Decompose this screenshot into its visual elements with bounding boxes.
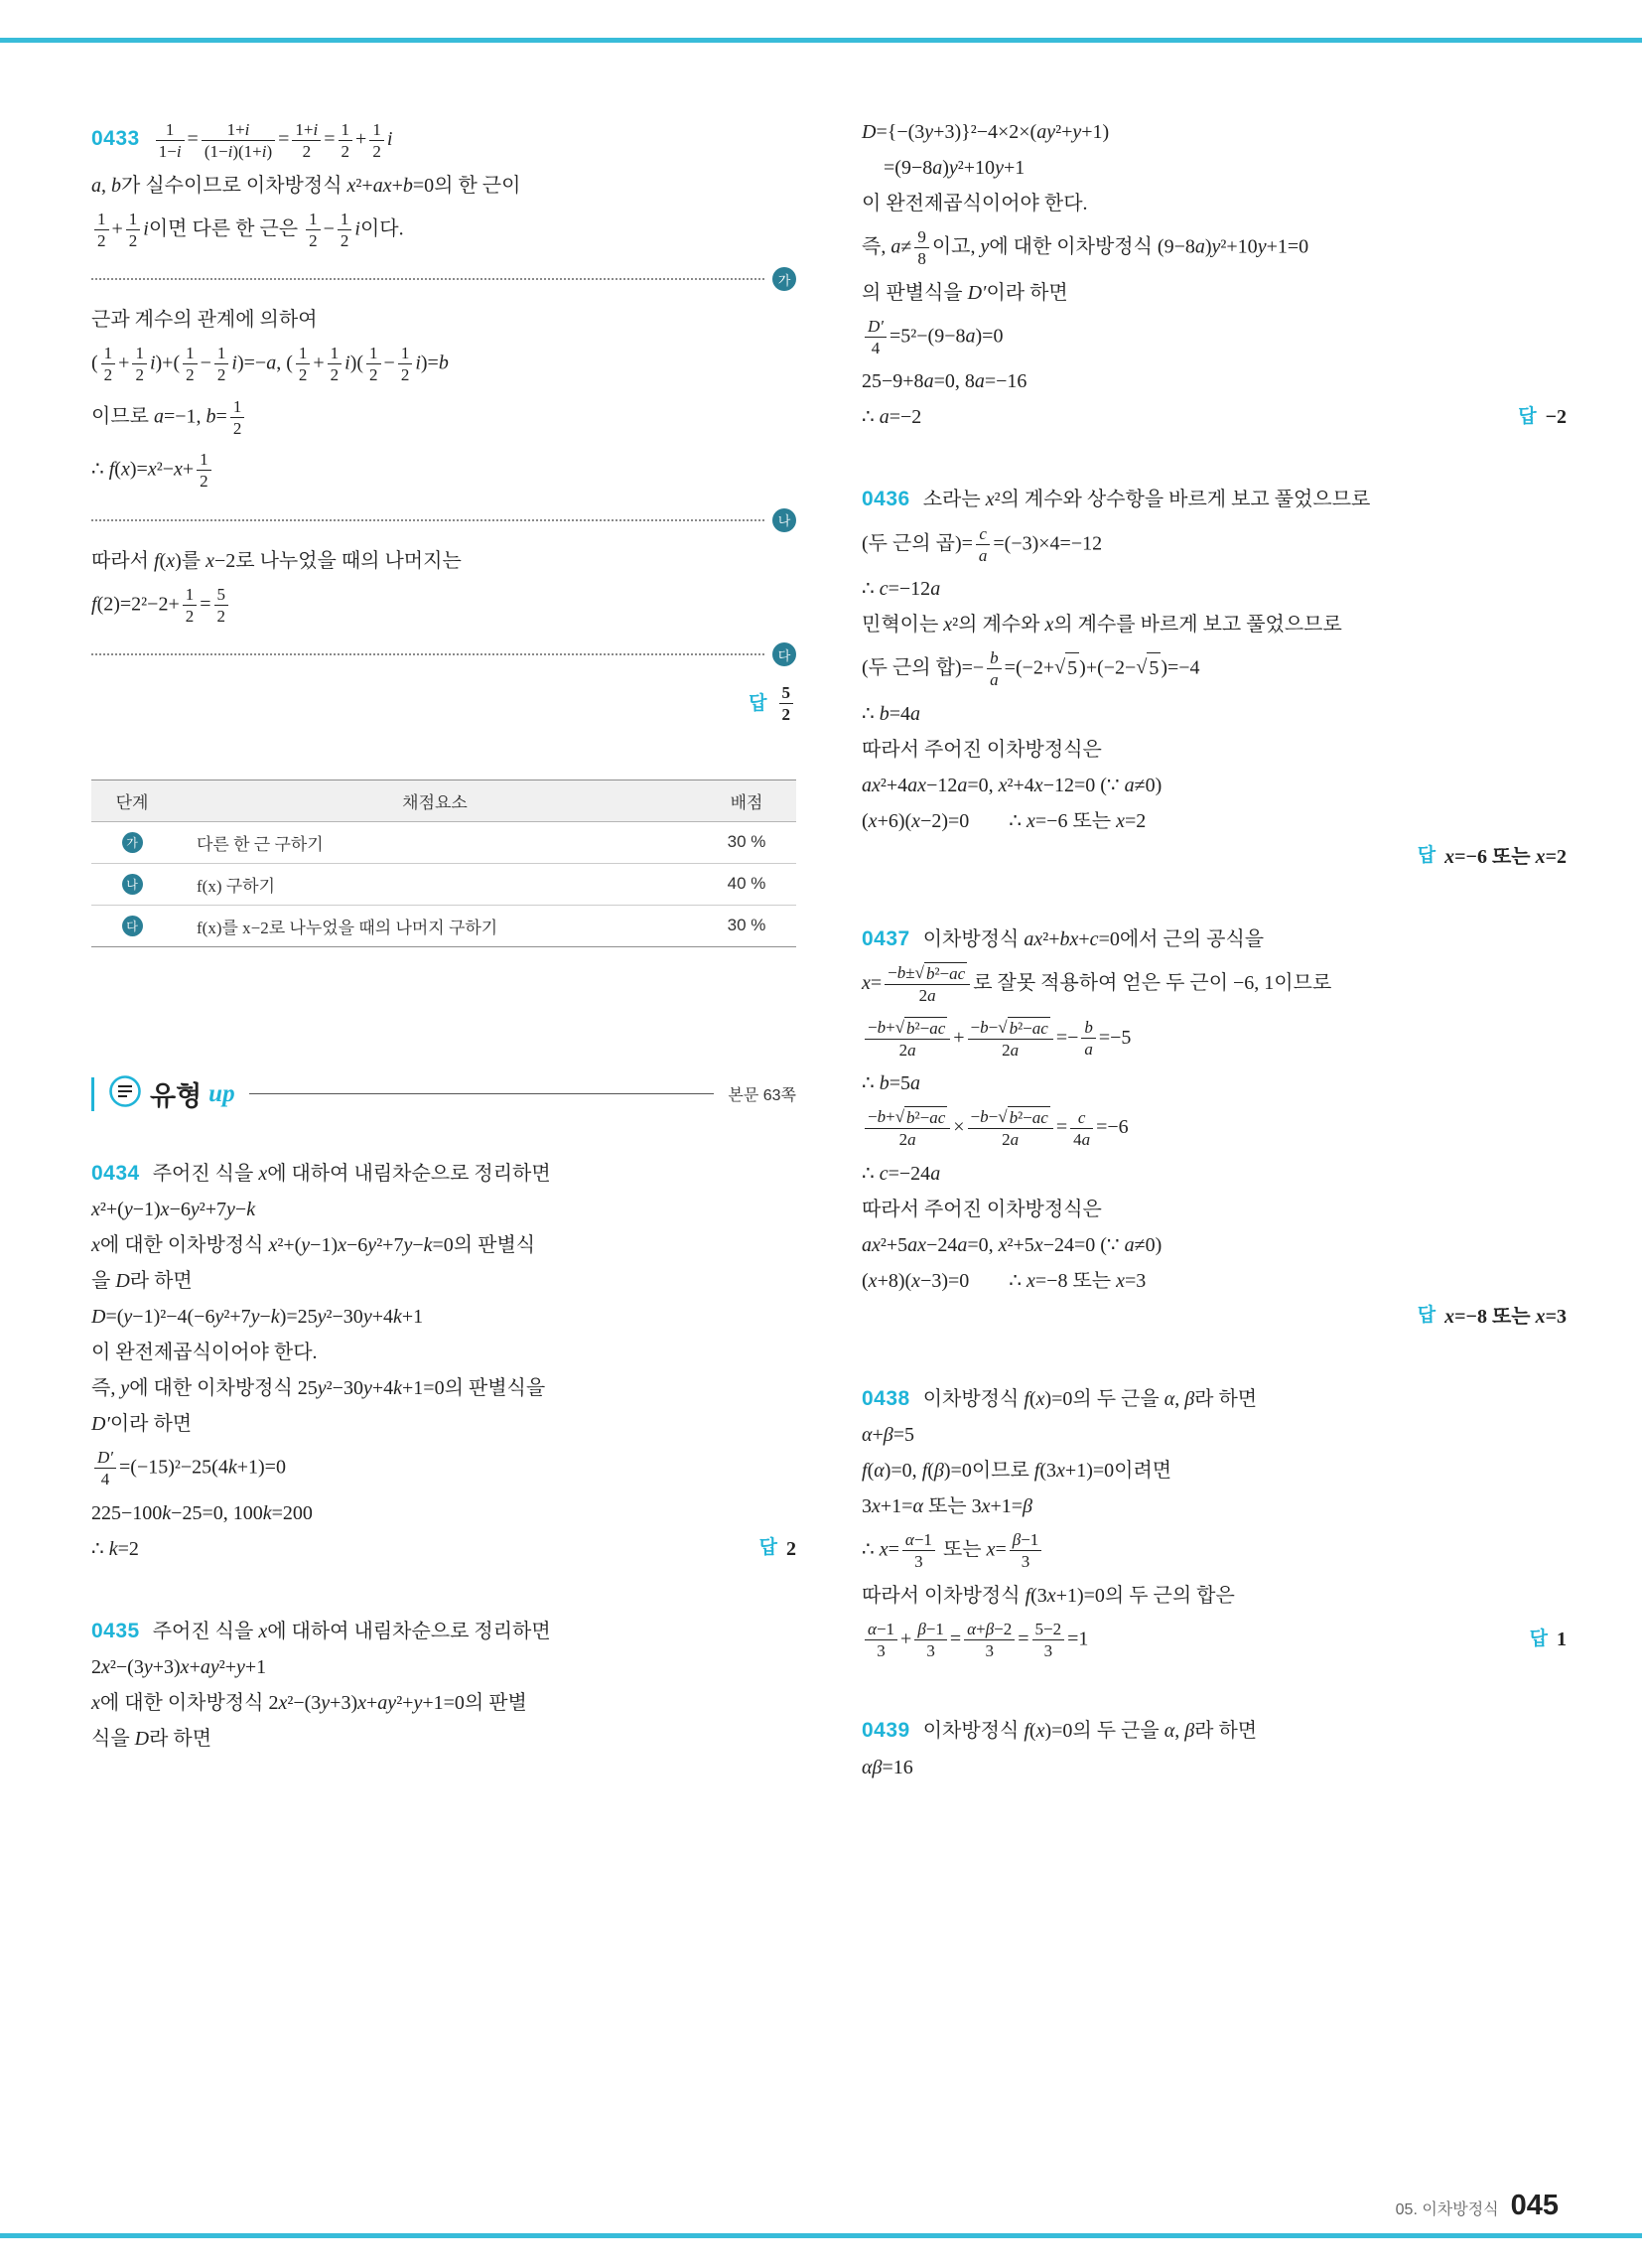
table-row <box>91 821 796 863</box>
answer-label: 답 <box>1417 845 1437 867</box>
problem-0439 <box>862 1715 1567 1782</box>
text-line: (두 근의 곱)= $\frac{c}{a}$ =(−3)×4=−12 <box>862 523 1103 565</box>
fraction: $\frac{1}{2}$ <box>126 209 141 252</box>
table-cell: 다른 한 근 구하기 <box>173 821 697 863</box>
text-line: ∴ a=−2 답 −2 <box>862 402 1567 432</box>
step-badge: 나 <box>122 874 143 895</box>
chapter-label: 05. 이차방정식 <box>1395 2201 1499 2218</box>
fraction: $\frac{1}{2}$ <box>306 209 321 252</box>
text-line: 0434 주어진 식을 x에 대하여 내림차순으로 정리하면 <box>91 1161 551 1185</box>
step-badge: 다 <box>772 642 796 666</box>
fraction: −b− √ b²−ac 2a <box>968 1017 1053 1062</box>
text-line: −b+ √ b²−ac 2a × −b− √ b²−ac 2a = $\frac{c}{4a}$ =−6 <box>862 1104 1567 1153</box>
problem-0435 <box>91 1616 796 1755</box>
problem-number: 0433 <box>91 127 140 151</box>
text-line: 이므로 a=−1, b= $\frac{1}{2}$ <box>91 394 796 442</box>
table-cell: f(x)를 x−2로 나누었을 때의 나머지 구하기 <box>173 905 697 946</box>
text-line: $\frac{D'}{4}$ =5²−(9−8a)=0 <box>862 314 1567 361</box>
step-separator <box>91 642 796 666</box>
text-line <box>862 1302 1567 1332</box>
text-line: x= −b± √ b²−ac 2a 로 잘못 적용하여 얻은 두 근이 −6, 1이므로 <box>862 963 1332 1006</box>
text-line: ∴ c=−24a <box>862 1162 941 1185</box>
text-line: α+β=5 <box>862 1424 915 1446</box>
problem-0435-continued <box>862 117 1567 432</box>
table-cell: 40 % <box>697 863 796 905</box>
text-line: x에 대한 이차방정식 x²+(y−1)x−6y²+7y−k=0의 판별식 <box>91 1234 536 1256</box>
step-badge: 다 <box>122 916 143 936</box>
text-line: ∴ x= $\frac{\alpha-1}{3}$ 또는 x= $\frac{\beta-1}{3}$ <box>862 1527 1567 1575</box>
problem-0436 <box>862 484 1567 872</box>
page-footer <box>1396 2190 1559 2222</box>
text-line <box>91 680 796 728</box>
fraction: $\frac{\beta-1}{3}$ <box>1010 1529 1042 1573</box>
answer-label: 답 <box>1529 1629 1548 1649</box>
table-header-row <box>91 780 796 821</box>
answer <box>1418 842 1567 872</box>
square-root: √ 5 <box>1136 652 1161 683</box>
problem-0434 <box>91 1158 796 1564</box>
text-line: 이 완전제곱식이어야 한다. <box>862 193 1088 214</box>
step-badge: 가 <box>122 832 143 853</box>
fraction: $\frac{b}{a}$ <box>987 647 1002 691</box>
section-title: 유형 <box>150 1081 203 1111</box>
answer <box>759 1534 796 1564</box>
text-line: =(9−8a)y²+10y+1 <box>884 157 1026 179</box>
text-line: 0439 이차방정식 f(x)=0의 두 근을 α, β라 하면 <box>862 1719 1258 1742</box>
fraction: $\frac{1}{2}$ <box>230 396 245 440</box>
answer <box>1418 1302 1567 1332</box>
text-line: 따라서 이차방정식 f(3x+1)=0의 두 근의 합은 <box>862 1584 1235 1607</box>
text-line: $\frac{\alpha-1}{3}$ + $\frac{\beta-1}{3}$ = $\frac{\alpha+\beta-2}{3}$ = $\frac{5-2}{3}$ =1 답 1 <box>862 1617 1567 1664</box>
text-line: 3x+1=α 또는 3x+1=β <box>862 1495 1033 1517</box>
text-line: D′이라 하면 <box>91 1413 193 1435</box>
text-line: αβ=16 <box>862 1756 913 1778</box>
text-line: 0433 $\frac{1}{1-i}$ = $\frac{1+i}{(1-i)(1+i)}$ = $\frac{1+i}{2}$ = $\frac{1}{2}$ + $\frac{1}{2}$ i <box>91 120 393 162</box>
text-line: 의 판별식을 D′이라 하면 <box>862 281 1068 304</box>
fraction: $\frac{b}{a}$ <box>1081 1017 1096 1061</box>
left-column <box>91 111 796 1805</box>
text-line: −b+ √ b²−ac 2a + −b− √ b²−ac 2a =− $\frac{b}{a}$ =−5 <box>862 1015 1567 1063</box>
dotted-rule <box>91 519 764 521</box>
square-root: √ b²−ac <box>998 1107 1048 1127</box>
text-line: 따라서 f(x)를 x−2로 나누었을 때의 나머지는 <box>91 549 462 572</box>
square-root: √ b²−ac <box>998 1017 1048 1038</box>
fraction: $\frac{1}{2}$ <box>339 119 353 163</box>
text-line <box>862 842 1567 872</box>
type-up-icon <box>108 1074 142 1114</box>
text-line: 0437 이차방정식 ax²+bx+c=0에서 근의 공식을 <box>862 926 1265 950</box>
answer-value: 2 <box>786 1537 796 1560</box>
problem-number: 0436 <box>862 488 910 510</box>
square-root: √ b²−ac <box>894 1017 946 1038</box>
text-line: 즉, y에 대한 이차방정식 25y²−30y+4k+1=0의 판별식을 <box>91 1377 546 1399</box>
text-line: 25−9+8a=0, 8a=−16 <box>862 370 1027 392</box>
table-cell <box>91 905 173 946</box>
table-row <box>91 863 796 905</box>
answer-label: 답 <box>749 692 767 714</box>
step-badge: 나 <box>772 508 796 532</box>
fraction: −b± √ b²−ac 2a <box>885 962 970 1007</box>
text-line: 따라서 주어진 이차방정식은 <box>862 1198 1102 1220</box>
fraction: −b− √ b²−ac 2a <box>968 1106 1053 1151</box>
answer-value: 1 <box>1557 1629 1567 1651</box>
top-rule <box>0 38 1642 43</box>
fraction: $\frac{c}{4a}$ <box>1070 1107 1093 1151</box>
text-line: 따라서 주어진 이차방정식은 <box>862 738 1102 761</box>
fraction: $\frac{1}{2}$ <box>197 449 211 493</box>
fraction: −b+ √ b²−ac 2a <box>865 1017 950 1062</box>
fraction: $\frac{\alpha-1}{3}$ <box>865 1619 897 1662</box>
table-cell <box>91 821 173 863</box>
fraction: $\frac{D'}{4}$ <box>94 1447 116 1490</box>
step-separator <box>91 508 796 532</box>
fraction: $\frac{5}{2}$ <box>214 584 229 628</box>
text-line: D=(y−1)²−4(−6y²+7y−k)=25y²−30y+4k+1 <box>91 1306 424 1328</box>
fraction: $\frac{1}{2}$ <box>369 119 384 163</box>
text-line: 을 D라 하면 <box>91 1270 193 1292</box>
text-line: ∴ f(x)=x²−x+ $\frac{1}{2}$ <box>91 447 796 495</box>
fraction: $\frac{\alpha-1}{3}$ <box>902 1529 935 1573</box>
fraction: $\frac{1+i}{(1-i)(1+i)}$ <box>202 119 275 163</box>
table-cell <box>91 863 173 905</box>
table-cell: 30 % <box>697 905 796 946</box>
problem-number: 0437 <box>862 926 910 950</box>
problem-number: 0435 <box>91 1619 140 1642</box>
text-line: (두 근의 합)=− $\frac{b}{a}$ =(−2+ √ 5 )+(−2− √ 5 )=−4 <box>862 648 1200 690</box>
problem-number: 0434 <box>91 1161 140 1185</box>
dotted-rule <box>91 653 764 655</box>
fraction: $\frac{1}{2}$ <box>94 209 109 252</box>
problem-0438 <box>862 1383 1567 1664</box>
fraction: $\frac{1}{2}$ <box>214 343 229 386</box>
fraction: $\frac{c}{a}$ <box>976 523 991 567</box>
text-line: 식을 D라 하면 <box>91 1728 212 1750</box>
fraction: $\frac{1}{2}$ <box>101 343 116 386</box>
fraction: $\frac{1}{2}$ <box>183 343 198 386</box>
text-line: x에 대한 이차방정식 2x²−(3y+3)x+ay²+y+1=0의 판별 <box>91 1692 527 1714</box>
text-line: $\frac{D'}{4}$ =(−15)²−25(4k+1)=0 <box>91 1445 796 1492</box>
page-number: 045 <box>1510 2190 1559 2221</box>
table-cell: 30 % <box>697 821 796 863</box>
answer <box>749 680 796 728</box>
text-line: 2x²−(3y+3)x+ay²+y+1 <box>91 1656 267 1678</box>
table-header-cell: 단계 <box>91 780 173 821</box>
fraction: $\frac{\alpha+\beta-2}{3}$ <box>964 1619 1015 1662</box>
square-root: √ 5 <box>1054 652 1079 683</box>
text-line: ( $\frac{1}{2}$ + $\frac{1}{2}$ i)+( $\frac{1}{2}$ − $\frac{1}{2}$ i)=−a, ( $\frac{1}{2}$ + $\frac{1}{2}$ i)( $\frac{1}{2}$ − $\frac{1}{2}$ i)=b <box>91 344 449 385</box>
text-line: 민혁이는 x²의 계수와 x의 계수를 바르게 보고 풀었으므로 <box>862 614 1342 636</box>
problem-0433 <box>91 117 796 728</box>
answer-label: 답 <box>758 1537 777 1559</box>
text-line: ∴ k=2 답 2 <box>91 1534 796 1564</box>
answer <box>1530 1625 1567 1654</box>
answer-label: 답 <box>1518 405 1537 427</box>
text-line: 즉, a≠ $\frac{9}{8}$ 이고, y에 대한 이차방정식 (9−8a)y²+10y+1=0 <box>862 227 1309 269</box>
table-row <box>91 905 796 946</box>
text-line: ax²+5ax−24a=0, x²+5x−24=0 (∵ a≠0) <box>862 1233 1163 1256</box>
fraction: $\frac{D'}{4}$ <box>865 316 887 359</box>
text-line: 0436 소라는 x²의 계수와 상수항을 바르게 보고 풀었으므로 <box>862 488 1371 510</box>
step-badge: 가 <box>772 267 796 291</box>
answer <box>1518 402 1567 432</box>
table-header-cell: 채점요소 <box>173 780 697 821</box>
table-header-cell: 배점 <box>697 780 796 821</box>
section-title-accent: up <box>208 1079 235 1107</box>
text-line: ax²+4ax−12a=0, x²+4x−12=0 (∵ a≠0) <box>862 774 1163 796</box>
fraction: $\frac{1}{2}$ <box>296 343 311 386</box>
fraction: $\frac{\beta-1}{3}$ <box>914 1619 947 1662</box>
fraction: $\frac{1}{1-i}$ <box>156 119 185 163</box>
fraction: $\frac{5-2}{3}$ <box>1032 1619 1065 1662</box>
answer-value <box>776 680 797 728</box>
grading-table <box>91 780 796 947</box>
right-column <box>862 111 1567 1834</box>
text-line: ∴ b=4a <box>862 702 921 725</box>
answer-value: x=−6 또는 x=2 <box>1444 845 1567 868</box>
text-line: f(2)=2²−2+ $\frac{1}{2}$ = $\frac{5}{2}$ <box>91 582 796 630</box>
section-rule <box>249 1093 715 1094</box>
square-root: √ b²−ac <box>894 1107 946 1127</box>
text-line: a, b가 실수이므로 이차방정식 x²+ax+b=0의 한 근이 <box>91 174 521 197</box>
text-line: ∴ b=5a <box>862 1072 921 1094</box>
text-line: f(α)=0, f(β)=0이므로 f(3x+1)=0이려면 <box>862 1460 1172 1482</box>
dotted-rule <box>91 278 764 280</box>
square-root: √ b²−ac <box>914 963 966 983</box>
fraction: $\frac{1}{2}$ <box>328 343 342 386</box>
text-line: D={−(3y+3)}²−4×2×(ay²+y+1) <box>862 121 1110 143</box>
text-line: 0438 이차방정식 f(x)=0의 두 근을 α, β라 하면 <box>862 1386 1258 1410</box>
problem-number: 0439 <box>862 1719 910 1742</box>
text-line: $\frac{1}{2}$ + $\frac{1}{2}$ i이면 다른 한 근은 $\frac{1}{2}$ − $\frac{1}{2}$ i이다. <box>91 207 796 254</box>
problem-number: 0438 <box>862 1386 910 1410</box>
section-header <box>91 1074 796 1114</box>
fraction: $\frac{9}{8}$ <box>914 226 929 270</box>
text-line: (x+6)(x−2)=0 ∴ x=−6 또는 x=2 <box>862 809 1147 832</box>
text-line: 근과 계수의 관계에 의하여 <box>91 309 318 331</box>
fraction: −b+ √ b²−ac 2a <box>865 1106 950 1151</box>
answer-value: −2 <box>1545 406 1567 428</box>
text-line: 0435 주어진 식을 x에 대하여 내림차순으로 정리하면 <box>91 1619 551 1642</box>
fraction: $\frac{1}{2}$ <box>183 584 198 628</box>
fraction: $\frac{1}{2}$ <box>132 343 147 386</box>
fraction: $\frac{1}{2}$ <box>398 343 413 386</box>
fraction: $\frac{1}{2}$ <box>366 343 381 386</box>
text-line: x²+(y−1)x−6y²+7y−k <box>91 1199 256 1220</box>
table-cell: f(x) 구하기 <box>173 863 697 905</box>
problem-0437 <box>862 923 1567 1332</box>
fraction: $\frac{5}{2}$ <box>779 682 794 726</box>
step-separator <box>91 267 796 291</box>
answer-value: x=−8 또는 x=3 <box>1444 1305 1567 1328</box>
fraction: $\frac{1}{2}$ <box>338 209 352 252</box>
text-line: 225−100k−25=0, 100k=200 <box>91 1501 313 1524</box>
section-page-ref: 본문 63쪽 <box>728 1087 796 1104</box>
bottom-rule <box>0 2233 1642 2238</box>
answer-label: 답 <box>1417 1305 1437 1327</box>
text-line: ∴ c=−12a <box>862 578 941 600</box>
text-line: 이 완전제곱식이어야 한다. <box>91 1342 318 1363</box>
accent-corner <box>91 1077 102 1111</box>
fraction: $\frac{1+i}{2}$ <box>292 119 321 163</box>
text-line: (x+8)(x−3)=0 ∴ x=−8 또는 x=3 <box>862 1269 1147 1292</box>
